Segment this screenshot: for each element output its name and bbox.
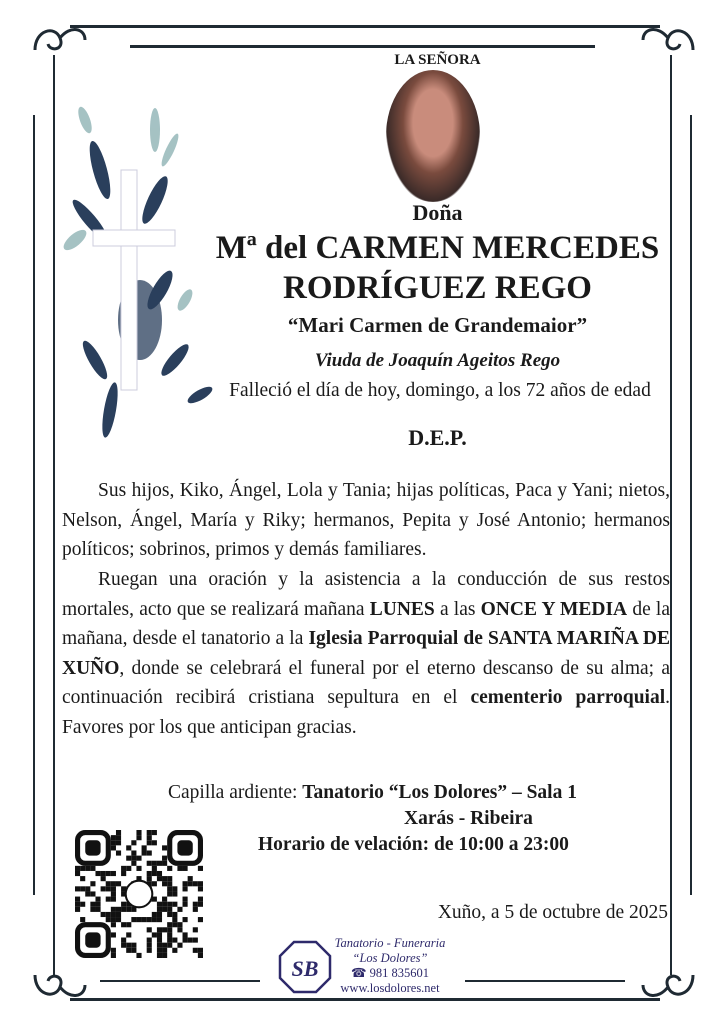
header-title: LA SEÑORA [394, 52, 481, 68]
nickname: “Mari Carmen de Grandemaior” [287, 313, 588, 337]
corner-ornament-icon [638, 965, 698, 1005]
phone-number: 981 835601 [369, 966, 430, 980]
wake-label: Capilla ardiente: [168, 782, 303, 803]
wake-hours: Horario de velación: de 10:00 a 23:00 [258, 834, 569, 855]
funeral-home-name: Tanatorio - Funeraria [334, 936, 446, 950]
funeral-home-logo [278, 940, 332, 994]
name-line2: RODRÍGUEZ REGO [283, 270, 592, 306]
wake-location: Xarás - Ribeira [404, 808, 533, 829]
qr-code[interactable] [75, 830, 203, 958]
funeral-home-info [330, 936, 450, 996]
paragraph-segment: Sus hijos, Kiko, Ángel, Lola y Tania; hijas políticas, Paca y Yani; nietos, Nelson, Ángel, María y Riky; hermanos, Pepita y José Antonio; hermanos políticos; sobrinos, primos y demás familiares. [62, 480, 670, 560]
paragraph-segment: Ruegan una oración y la asistencia a la conducción de sus restos mortales, acto que se realizará mañana [62, 569, 670, 620]
death-notice: Falleció el día de hoy, domingo, a los 72 años de edad [229, 380, 651, 401]
paragraph-segment: LUNES [369, 598, 435, 620]
paragraph-segment: de la mañana, desde el tanatorio a la [62, 598, 670, 649]
funeral-home-subname: “Los Dolores” [352, 951, 428, 965]
corner-ornament-icon [30, 20, 90, 60]
honorific: Doña [412, 200, 463, 225]
wake-place: Tanatorio “Los Dolores” – Sala 1 [302, 782, 577, 803]
family-paragraph [62, 476, 670, 565]
wake-info [168, 782, 577, 804]
paragraph-segment: Iglesia Parroquial de SANTA MARIÑA DE XUÑO [62, 628, 671, 679]
name-line1: Mª del CARMEN MERCEDES [215, 230, 660, 266]
paragraph-segment: ONCE Y MEDIA [480, 598, 628, 620]
rip: D.E.P. [408, 425, 467, 450]
paragraph-segment: cementerio parroquial [470, 687, 666, 708]
date-line: Xuño, a 5 de octubre de 2025 [437, 902, 668, 923]
ceremony-paragraph [62, 565, 670, 742]
paragraph-segment: a las [434, 598, 481, 620]
paragraph-segment: , donde se celebrará el funeral por el eterno descanso de su alma; a continuación recibirá cristiana sepultura en el [62, 657, 670, 708]
corner-ornament-icon [30, 965, 90, 1005]
widow-of: Viuda de Joaquín Ageitos Rego [314, 350, 561, 371]
deceased-photo [386, 70, 480, 202]
funeral-home-phone [330, 966, 450, 981]
funeral-home-website[interactable]: www.losdolores.net [340, 981, 440, 995]
svg-text:SB: SB [291, 956, 319, 981]
phone-icon: ☎ [350, 966, 370, 980]
paragraph-segment: . Favores por los que anticipan gracias. [62, 687, 670, 738]
